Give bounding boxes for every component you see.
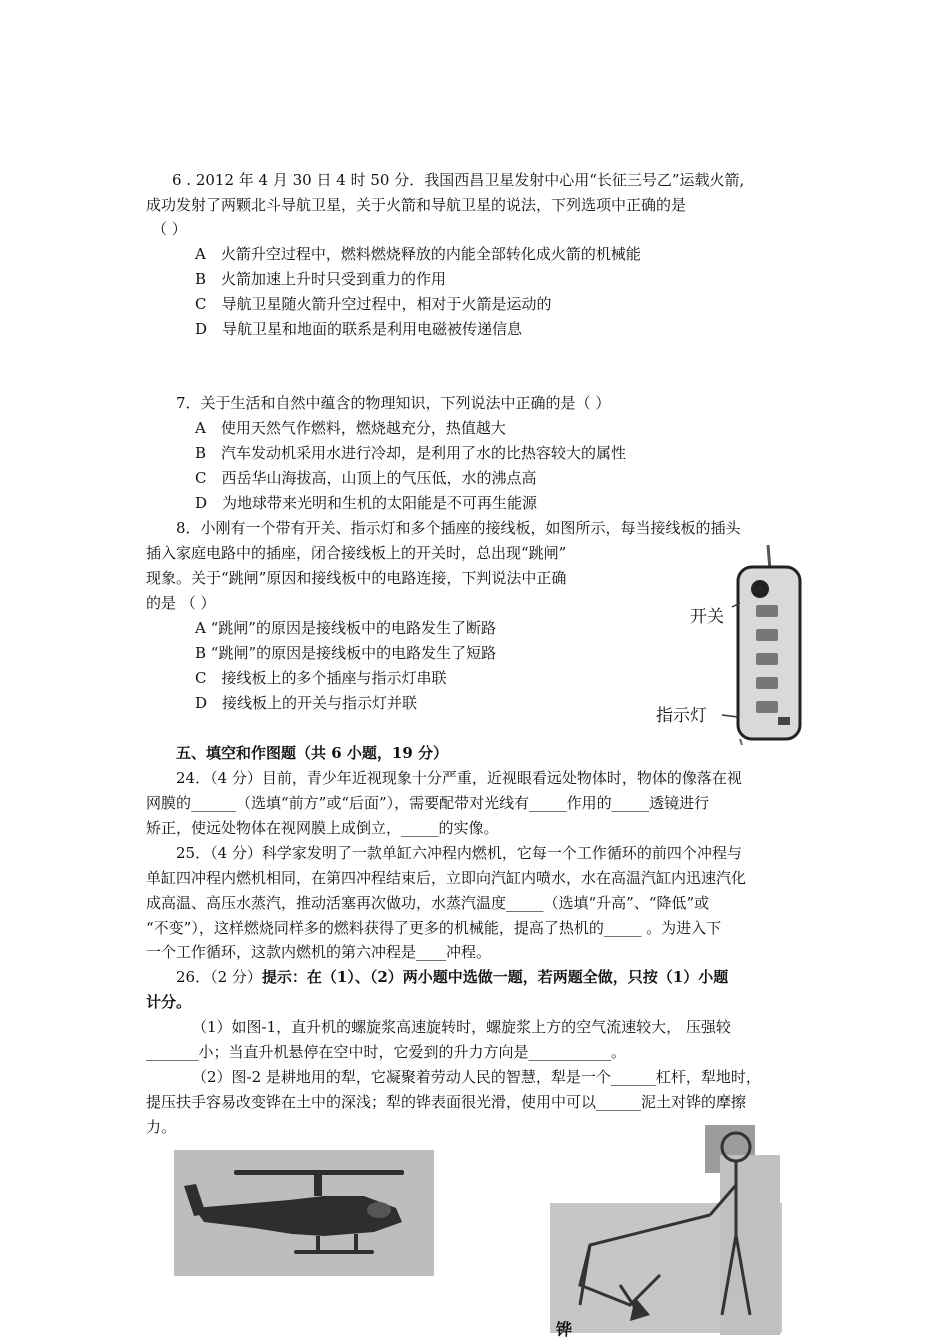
plough-figure (550, 1125, 782, 1337)
q26-sub2-line-3: 力。 (146, 1118, 177, 1136)
q26-sub1-line-2: _______小；当直升机悬停在空中时，它爱到的升力方向是___________。 (146, 1043, 627, 1061)
q6-option-a: A 火箭升空过程中，燃料燃烧释放的内能全部转化成火箭的机械能 (195, 245, 641, 263)
q8-stem-line-1: 8．小刚有一个带有开关、指示灯和多个插座的接线板，如图所示，每当接线板的插头 (176, 519, 741, 537)
section-5-title: 五、填空和作图题（共 6 小题，19 分） (176, 744, 448, 762)
q25-line-2: 单缸四冲程内燃机相同，在第四冲程结束后，立即向汽缸内喷水，水在高温汽缸内迅速汽化 (146, 869, 747, 887)
q6-option-b: B 火箭加速上升时只受到重力的作用 (195, 270, 447, 288)
q25-line-1: 25．（4 分）科学家发明了一款单缸六冲程内燃机，它每一个工作循环的前四个冲程与 (176, 844, 742, 862)
q8-option-c: C 接线板上的多个插座与指示灯串联 (195, 669, 447, 687)
label-switch: 开关 (690, 607, 724, 627)
helicopter-figure (174, 1150, 434, 1276)
q8-stem-line-2: 插入家庭电路中的插座，闭合接线板上的开关时，总出现“跳闸” (146, 544, 567, 562)
q25-line-4: “不变”），这样燃烧同样多的燃料获得了更多的机械能，提高了热机的_____ 。为进入下 (146, 919, 722, 937)
q25-line-5: 一个工作循环，这款内燃机的第六冲程是____冲程。 (146, 943, 492, 961)
q6-option-d: D 导航卫星和地面的联系是利用电磁被传递信息 (195, 320, 523, 338)
q26-prefix: 26．（2 分） (176, 968, 262, 986)
q8-stem-line-3: 现象。关于“跳闸”原因和接线板中的电路连接，下判说法中正确 (146, 569, 567, 587)
q26-hint: 提示：在（1）、（2）两小题中选做一题，若两题全做，只按（1）小题 (261, 968, 729, 986)
q8-stem-line-4: 的是 （ ） (146, 594, 216, 612)
q8-option-b: B “跳闸”的原因是接线板中的电路发生了短路 (195, 644, 497, 662)
q26-line-2: 计分。 (146, 993, 192, 1011)
q7-stem: 7．关于生活和自然中蕴含的物理知识，下列说法中正确的是（ ） (176, 394, 611, 412)
q26-sub1-line-1: （1）如图-1，直升机的螺旋浆高速旋转时，螺旋浆上方的空气流速较大， 压强较 (192, 1018, 731, 1036)
q7-option-d: D 为地球带来光明和生机的太阳能是不可再生能源 (195, 494, 538, 512)
q26-sub2-line-2: 提压扶手容易改变铧在土中的深浅；犁的铧表面很光滑，使用中可以______泥土对铧的摩擦 (146, 1093, 747, 1111)
q8-option-a: A “跳闸”的原因是接线板中的电路发生了断路 (195, 619, 496, 637)
q6-stem-line-3: （ ） (152, 220, 187, 238)
q6-option-c: C 导航卫星随火箭升空过程中，相对于火箭是运动的 (195, 295, 552, 313)
q6-stem-line-2: 成功发射了两颗北斗导航卫星，关于火箭和导航卫星的说法，下列选项中正确的是 (146, 196, 687, 214)
q26-sub2-line-1: （2）图-2 是耕地用的犁，它凝聚着劳动人民的智慧，犁是一个______杠杆，犁地时， (192, 1068, 761, 1086)
q7-option-a: A 使用天然气作燃料，燃烧越充分，热值越大 (195, 419, 506, 437)
q24-line-3: 矫正，使远处物体在视网膜上成倒立，_____的实像。 (146, 819, 499, 837)
q24-line-1: 24．（4 分）目前，青少年近视现象十分严重，近视眼看远处物体时，物体的像落在视 (176, 769, 742, 787)
q24-line-2: 网膜的______（选填“前方”或“后面”），需要配带对光线有_____作用的_____透镜进行 (146, 794, 710, 812)
q7-option-c: C 西岳华山海拔高，山顶上的气压低，水的沸点高 (195, 469, 537, 487)
label-plough-share: 铧 (556, 1320, 573, 1339)
q25-line-3: 成高温、高压水蒸汽，推动活塞再次做功，水蒸汽温度_____（选填“升高”、“降低”或 (146, 894, 710, 912)
q26-line-1 (176, 965, 728, 989)
q7-option-b: B 汽车发动机采用水进行冷却，是利用了水的比热容较大的属性 (195, 444, 627, 462)
q6-stem-line-1: 6 . 2012 年 4 月 30 日 4 时 50 分．我国西昌卫星发射中心用“长征三号乙”运载火箭, (172, 171, 745, 189)
label-indicator-lamp: 指示灯 (656, 706, 707, 726)
q8-option-d: D 接线板上的开关与指示灯并联 (195, 694, 418, 712)
